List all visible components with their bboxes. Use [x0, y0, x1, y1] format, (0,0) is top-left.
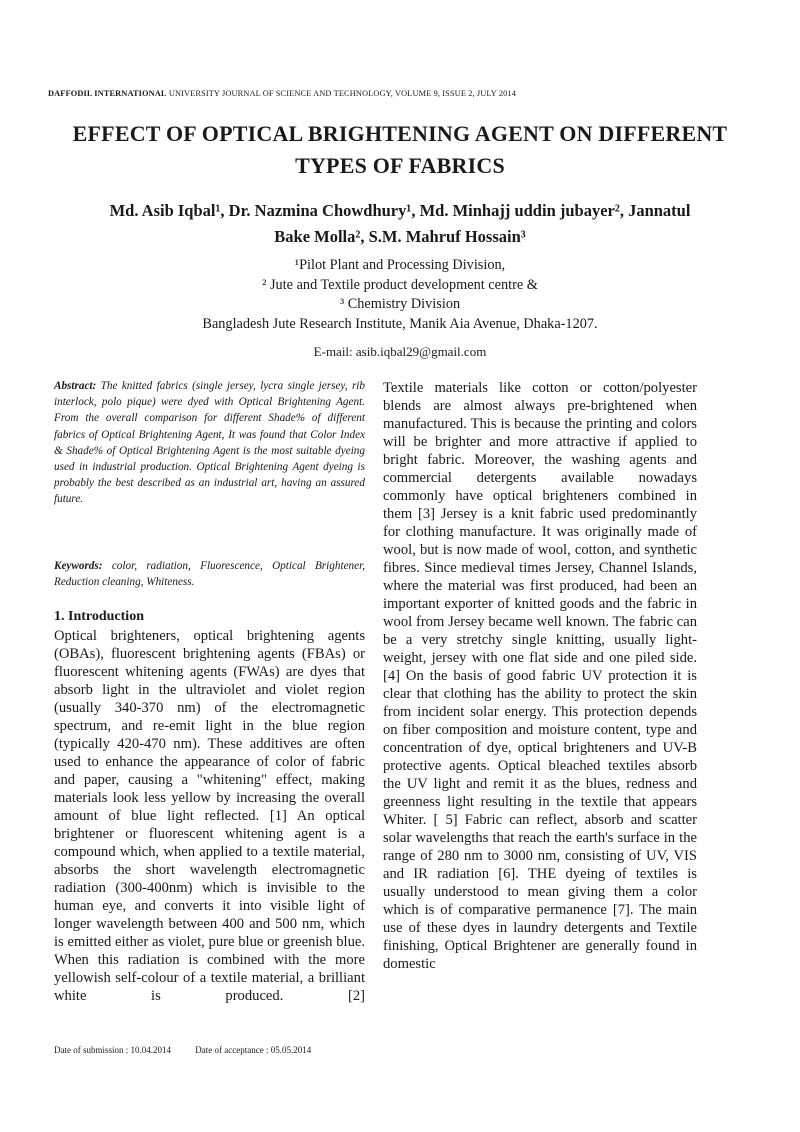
journal-header-bold: DAFFODIL INTERNATIONAL — [48, 89, 167, 98]
affiliation-line: ¹Pilot Plant and Processing Division, — [294, 257, 506, 273]
right-column-body: Textile materials like cotton or cotton/polyester blends are almost always pre-brightened when manufactured. This is because the printing and colors will be brighter and more attractive if applied to bright fabric. Moreover, the washing agents and commercial detergents available nowadays commonly have optical brighteners combined in them [3] Jersey is a knit fabric used predominantly for clothing manufacture. It was originally made of wool, but is now made of wool, cotton, and synthetic fibres. Since medieval times Jersey, Channel Islands, where the material was first produced, had been an important exporter of knitted goods and the fabric in wool from Jersey became well known. The fabric can be a very stretchy single knitting, usually light-weight, jersey with one flat side and one piled side. [4] On the basis of good fabric UV protection it is clear that clothing has the ability to protect the skin from incident solar energy. This protection depends on fiber composition and moisture content, type and concentration of dye, optical brighteners and UV-B protective agents. Optical bleached textiles absorb the UV light and remit it as the blues, redness and greenness light resulting in the textile that appears Whiter. [ 5] Fabric can reflect, absorb and scatter solar wavelengths that reach the earth's surface in the range of 280 nm to 3000 nm, consisting of UV, VIS and IR radiation [6]. THE dyeing of textiles is usually understood to mean giving them a color which is of comparative permanence [7]. The main use of these dyes in laundry detergents and Textile finishing, Optical Brightener are generally found in domestic — [383, 380, 697, 972]
affiliation-line: ² Jute and Textile product development centre & — [262, 276, 538, 293]
affiliation-line: Bangladesh Jute Research Institute, Manik Aia Avenue, Dhaka-1207. — [202, 315, 598, 332]
affiliation-block — [60, 256, 740, 334]
section-heading-introduction: 1. Introduction — [54, 609, 144, 624]
introduction-body: Optical brighteners, optical brightening agents (OBAs), fluorescent brightening agents (FBAs) or fluorescent whitening agents (FWAs) are dyes that absorb light in the ultraviolet and violet region (usually 340-370 nm) of the electromagnetic spectrum, and re-emit light in the blue region (typically 420-470 nm). These additives are often used to enhance the appearance of color of fabric and paper, causing a "whitening" effect, making materials look less yellow by increasing the overall amount of blue light reflected. [1] An optical brightener or fluorescent whitening agent is a compound which, when applied to a textile material, absorbs the short wavelength electromagnetic radiation (300-400nm) which is invisible to the human eye, and converts it into visible light of longer wavelength between 400 and 500 nm, which is emitted either as violet, pure blue or greenish blue. When this radiation is combined with the more yellowish self-colour of a textile material, a brilliant white is produced. [2] — [54, 628, 365, 1004]
contact-email: E-mail: asib.iqbal29@gmail.com — [313, 344, 487, 359]
paper-title-line-1: EFFECT OF OPTICAL BRIGHTENING AGENT ON DIFFERENT — [72, 121, 728, 146]
keywords — [54, 558, 365, 590]
abstract-text: The knitted fabrics (single jersey, lycra single jersey, rib interlock, polo pique) were dyed with Optical Brightening Agent. From the overall comparison for different Shade% of different fabrics of Optical Brightening Agent, It was found that Color Index & Shade% of Optical Brightening Agent is the most suitable dyeing used in industrial production. Optical Brightening Agent dyeing is probably the best described as an industrial art, having an assured future. — [54, 380, 365, 506]
abstract-label: Abstract: — [54, 380, 97, 392]
paper-title-line-2: TYPES OF FABRICS — [295, 153, 505, 178]
author-line-2: Bake Molla², S.M. Mahruf Hossain³ — [274, 227, 526, 246]
journal-header-rest: UNIVERSITY JOURNAL OF SCIENCE AND TECHNOLOGY, VOLUME 9, ISSUE 2, JULY 2014 — [168, 89, 516, 98]
author-line-1: Md. Asib Iqbal¹, Dr. Nazmina Chowdhury¹, Md. Minhajj uddin jubayer², Jannatul — [109, 201, 691, 220]
submission-dates — [54, 1045, 333, 1055]
abstract — [54, 378, 365, 508]
affiliation-line: ³ Chemistry Division — [339, 296, 461, 312]
keywords-label: Keywords: — [54, 560, 103, 572]
submission-date: Date of submission : 10.04.2014 — [54, 1045, 171, 1055]
journal-header — [48, 89, 516, 98]
keywords-text: color, radiation, Fluorescence, Optical Brightener, Reduction cleaning, Whiteness. — [54, 560, 366, 589]
author-list — [50, 198, 750, 250]
acceptance-date: Date of acceptance : 05.05.2014 — [195, 1045, 312, 1055]
paper-title — [40, 118, 760, 182]
